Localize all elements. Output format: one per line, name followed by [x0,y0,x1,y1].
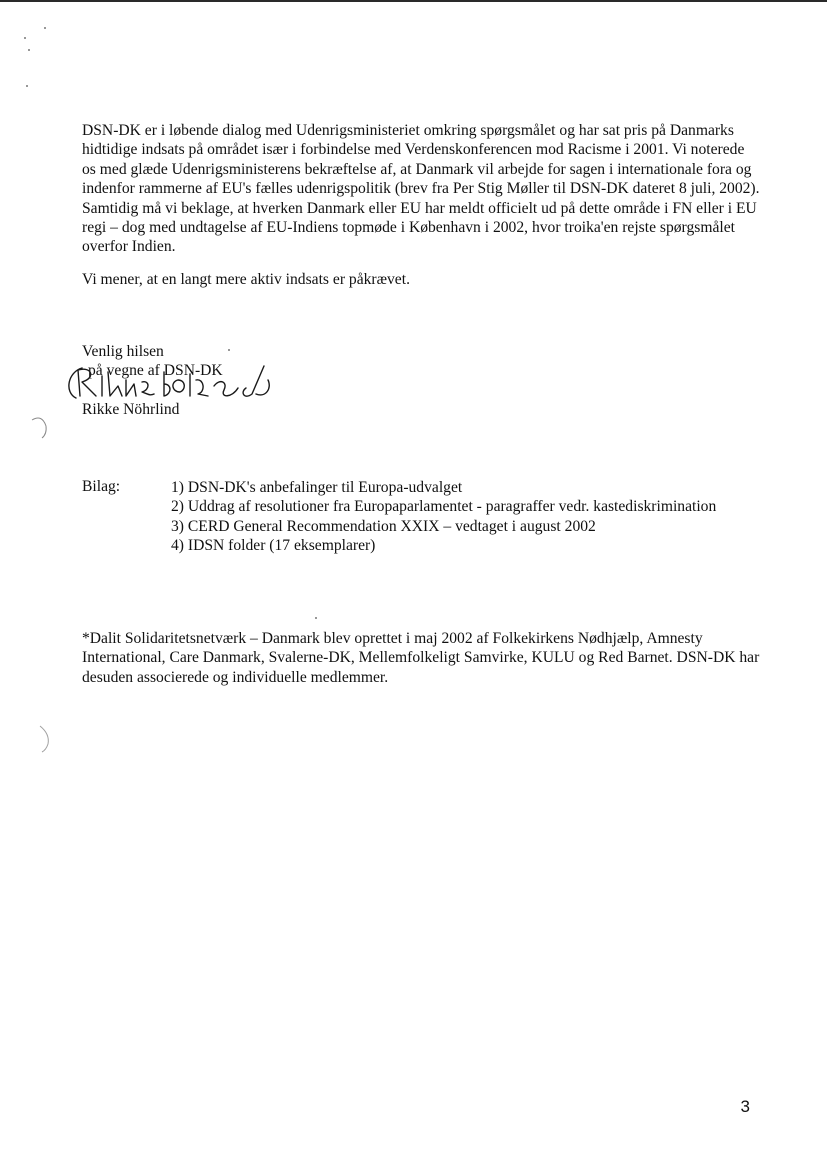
scan-speck [28,49,30,51]
scan-speck [26,85,28,87]
handwritten-signature [60,358,280,410]
body-paragraph: Vi mener, at en langt mere aktiv indsats er påkrævet. [82,271,410,288]
scan-speck [228,349,230,351]
scan-top-border [0,0,827,2]
attachment-item: 1) DSN-DK's anbefalinger til Europa-udvalget [171,479,463,496]
attachments-label: Bilag: [82,478,121,495]
attachments-list [171,478,731,556]
page-number: 3 [740,1097,750,1116]
scan-speck [24,37,26,39]
scan-speck [44,27,46,29]
attachment-item: 3) CERD General Recommendation XXIX – vedtaget i august 2002 [171,517,596,535]
binder-hole-mark [32,720,62,756]
attachment-item: 2) Uddrag af resolutioner fra Europaparlamentet - paragraffer vedr. kastediskrimination [171,498,717,516]
binder-hole-mark [28,412,58,442]
scan-speck [315,617,317,619]
closing-salutation: Venlig hilsen [82,343,164,360]
body-paragraph: DSN-DK er i løbende dialog med Udenrigsministeriet omkring spørgsmålet og har sat pris på Danmarks hidtidige indsats på området især i forbindelse med Verdenskonferencen mod Racisme i 2001. Vi noterede os med glæde Udenrigsministerens bekræftelse af, at Danmark vil arbejde for sagen i internationale fora og indenfor rammerne af EU's fælles udenrigspolitik (brev fra Per Stig Møller til DSN-DK dateret 8 juli, 2002). Samtidig må vi beklage, at hverken Danmark eller EU har meldt officielt ud på dette område i FN eller i EU regi – dog med undtagelse af EU-Indiens topmøde i København i 2002, hvor troika'en rejste spørgsmålet overfor Indien. [82,122,760,256]
on-behalf-line: på vegne af DSN-DK [88,362,223,379]
signer-name: Rikke Nöhrlind [82,401,180,418]
attachment-item: 4) IDSN folder (17 eksemplarer) [171,537,376,555]
footnote: *Dalit Solidaritetsnetværk – Danmark blev oprettet i maj 2002 af Folkekirkens Nødhjælp, Amnesty International, Care Danmark, Svalerne-DK, Mellemfolkeligt Samvirke, KULU og Red Barnet. DSN-DK har desuden associerede og individuelle medlemmer. [82,630,760,686]
